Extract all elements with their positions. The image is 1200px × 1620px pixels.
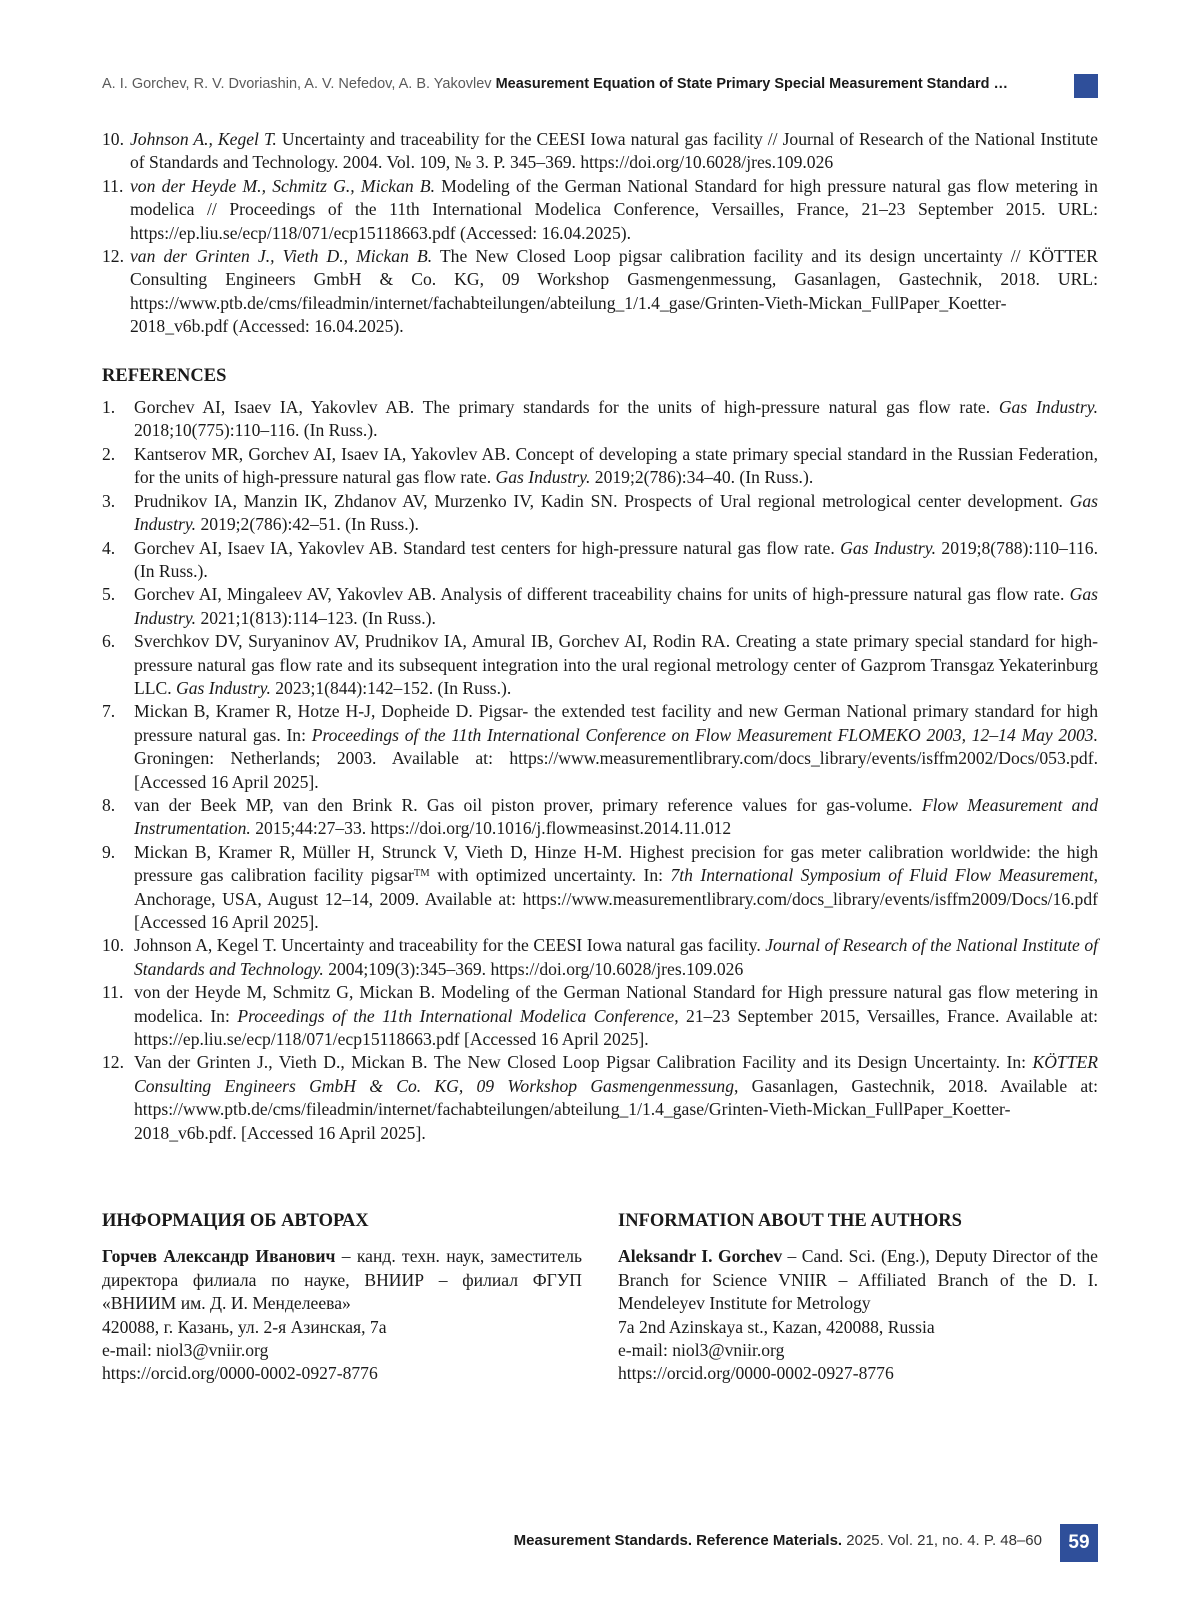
- list-item: [102, 443, 1098, 490]
- reference-body: Modeling of the German National Standard for high pressure natural gas flow metering in modelica // Proceedings of the 11th International Modelica Conference, Versailles, France, 21–23 September 2015. URL: https://ep.liu.se/ecp/118/071/ecp15118663.pdf (Accessed: 16.04.2025).: [130, 175, 1098, 243]
- reference-source: Gas Industry.: [176, 677, 271, 698]
- reference-source: Proceedings of the 11th International Conference on Flow Measurement FLOMEKO 2003, 12–14 May 2003.: [311, 724, 1098, 745]
- reference-body: van der Beek MP, van den Brink R. Gas oil piston prover, primary reference values for gas-volume.: [134, 794, 922, 815]
- author-name-ru: Горчев Александр Иванович: [102, 1246, 336, 1267]
- author-email-ru: e-mail: niol3@vniir.org: [102, 1340, 269, 1361]
- reference-text: [130, 443, 1098, 490]
- reference-body: Gorchev AI, Isaev IA, Yakovlev AB. The primary standards for the units of high-pressure natural gas flow rate.: [134, 397, 999, 418]
- reference-number: 11.: [102, 982, 124, 1003]
- reference-number: 12.: [102, 246, 124, 267]
- author-desc-en: – Cand. Sci. (Eng.), Deputy Director of the Branch for Science VNIIR – Affiliated Branch of the D. I. Mendeleyev Institute for Metrology: [618, 1246, 1098, 1314]
- list-item: [102, 175, 1098, 245]
- reference-text: [130, 934, 1098, 981]
- reference-authors: van der Grinten J., Vieth D., Mickan B.: [130, 246, 433, 267]
- reference-number: 12.: [102, 1052, 124, 1073]
- reference-text: [130, 630, 1098, 700]
- reference-details: 2004;109(3):345–369. https://doi.org/10.6028/jres.109.026: [323, 958, 744, 979]
- main-content: [102, 128, 1098, 1145]
- list-item: [102, 934, 1098, 981]
- authors-heading-en: INFORMATION ABOUT THE AUTHORS: [618, 1211, 962, 1231]
- authors-info-ru: [102, 1210, 582, 1386]
- reference-number: 1.: [102, 397, 116, 418]
- authors-heading-ru: ИНФОРМАЦИЯ ОБ АВТОРАХ: [102, 1211, 369, 1231]
- reference-source: Gas Industry.: [134, 490, 1098, 535]
- reference-text: [130, 245, 1098, 339]
- reference-text: [130, 537, 1098, 584]
- reference-body: Kantserov MR, Gorchev AI, Isaev IA, Yakovlev AB. Concept of developing a state primary special standard in the Russian Federation, for the units of high-pressure natural gas flow rate.: [134, 443, 1098, 488]
- reference-details: 2018;10(775):110–116. (In Russ.).: [134, 420, 378, 441]
- reference-text: [130, 175, 1098, 245]
- reference-number: 10.: [102, 935, 124, 956]
- reference-source: Gas Industry.: [998, 397, 1098, 418]
- reference-body: Uncertainty and traceability for the CEESI Iowa natural gas facility // Journal of Research of the National Institute of Standards and Technology. 2004. Vol. 109, № 3. P. 345–369. https://doi.org/10.6028/jres.109.026: [130, 129, 1098, 173]
- author-desc-ru: – канд. техн. наук, заместитель директора филиала по науке, ВНИИР – филиал ФГУП «ВНИИМ им. Д. И. Менделеева»: [102, 1246, 582, 1314]
- footer-journal: Measurement Standards. Reference Materials.: [513, 1532, 843, 1549]
- header-authors: A. I. Gorchev, R. V. Dvoriashin, A. V. Nefedov, A. B. Yakovlev: [102, 76, 492, 92]
- reference-number: 4.: [102, 537, 116, 558]
- reference-text: [130, 490, 1098, 537]
- list-item: [102, 981, 1098, 1051]
- reference-details: , 21–23 September 2015, Versailles, France. Available at: https://ep.liu.se/ecp/118/071/ecp15118663.pdf [Accessed 16 April 2025].: [134, 1005, 1098, 1050]
- reference-text: [130, 1051, 1098, 1145]
- references-list: [102, 396, 1098, 1145]
- reference-body: Johnson A, Kegel T. Uncertainty and traceability for the CEESI Iowa natural gas facility.: [134, 935, 766, 956]
- running-header: [102, 76, 1098, 100]
- reference-number: 6.: [102, 631, 116, 652]
- list-item: [102, 537, 1098, 584]
- reference-number: 9.: [102, 841, 116, 862]
- list-item: [102, 396, 1098, 443]
- reference-details: 2023;1(844):142–152. (In Russ.).: [270, 677, 512, 698]
- reference-number: 11.: [102, 175, 124, 196]
- reference-number: 7.: [102, 701, 116, 722]
- reference-details: 2019;8(788):110–116. (In Russ.).: [134, 537, 1098, 581]
- list-item: [102, 630, 1098, 700]
- header-accent-square: [1074, 74, 1098, 98]
- reference-text: [130, 583, 1098, 630]
- authors-info-en: [618, 1210, 1098, 1386]
- reference-text: [130, 128, 1098, 175]
- reference-source: Proceedings of the 11th International Modelica Conference: [237, 1005, 675, 1026]
- reference-number: 10.: [102, 129, 124, 149]
- references-heading: REFERENCES: [102, 365, 227, 386]
- reference-details: 2015;44:27–33. https://doi.org/10.1016/j.flowmeasinst.2014.11.012: [250, 818, 732, 839]
- page-footer: [102, 1524, 1098, 1564]
- author-bio-en: [618, 1245, 1098, 1315]
- reference-body: Gorchev AI, Mingaleev AV, Yakovlev AB. Analysis of different traceability chains for units of high-pressure natural gas flow rate.: [134, 584, 1070, 605]
- list-item: [102, 1051, 1098, 1145]
- reference-text: [130, 396, 1098, 443]
- reference-body: Gorchev AI, Isaev IA, Yakovlev AB. Standard test centers for high-pressure natural gas flow rate.: [134, 537, 841, 558]
- reference-details: 2019;2(786):34–40. (In Russ.).: [590, 467, 814, 488]
- reference-details: , Gasanlagen, Gastechnik, 2018. Available at: https://www.ptb.de/cms/fileadmin/internet/fachabteilungen/abteilung_1/1.4_gase/Grinten-Vieth-Mickan_FullPaper_Koetter-2018_v6b.pdf. [Accessed 16 April 2025].: [134, 1075, 1099, 1143]
- page-number: 59: [1060, 1524, 1098, 1562]
- author-orcid-en: https://orcid.org/0000-0002-0927-8776: [618, 1363, 894, 1384]
- reference-number: 5.: [102, 584, 116, 605]
- reference-body: The New Closed Loop pigsar calibration facility and its design uncertainty // KÖTTER Consulting Engineers GmbH & Co. KG, 09 Workshop Gasmengenmessung, Gasanlagen, Gastechnik, 2018. URL: https://www.ptb.de/cms/fileadmin/internet/fachabteilungen/abteilung_1/1.4_gase/Grinten-Vieth-Mickan_FullPaper_Koetter-2018_v6b.pdf (Accessed: 16.04.2025).: [130, 246, 1098, 337]
- authors-info: [102, 1210, 1098, 1386]
- reference-body: Sverchkov DV, Suryaninov AV, Prudnikov IA, Amural IB, Gorchev AI, Rodin RA. Creating a state primary special standard for high-pressure natural gas flow rate and its subsequent integration into the ural regional metrology center of Gazprom Transgaz Yekaterinburg LLC.: [134, 631, 1098, 698]
- reference-details: , Anchorage, USA, August 12–14, 2009. Available at: https://www.measurementlibrary.com/docs_library/events/isffm2009/Docs/16.pdf [Accessed 16 April 2025].: [134, 865, 1098, 932]
- header-title: Measurement Equation of State Primary Special Measurement Standard …: [495, 76, 1009, 92]
- author-email-en: e-mail: niol3@vniir.org: [618, 1340, 785, 1361]
- russian-reference-list-continued: [102, 128, 1098, 339]
- list-item: [102, 583, 1098, 630]
- reference-number: 2.: [102, 443, 116, 464]
- author-address-en: 7a 2nd Azinskaya st., Kazan, 420088, Russia: [618, 1316, 935, 1337]
- reference-body: Mickan B, Kramer R, Müller H, Strunck V, Vieth D, Hinze H-M. Highest precision for gas meter calibration worldwide: the high pressure gas calibration facility pigsarᵀᴹ with optimized uncertainty. In:: [134, 841, 1098, 886]
- reference-text: [130, 794, 1098, 841]
- reference-details: 2019;2(786):42–51. (In Russ.).: [196, 514, 419, 535]
- list-item: [102, 245, 1098, 339]
- author-orcid-ru: https://orcid.org/0000-0002-0927-8776: [102, 1363, 378, 1384]
- list-item: [102, 128, 1098, 175]
- author-bio-ru: [102, 1245, 582, 1315]
- reference-body: von der Heyde M, Schmitz G, Mickan B. Modeling of the German National Standard for High pressure natural gas flow metering in modelica. In:: [134, 982, 1098, 1026]
- reference-body: Prudnikov IA, Manzin IK, Zhdanov AV, Murzenko IV, Kadin SN. Prospects of Ural regional metrological center development.: [134, 490, 1070, 511]
- list-item: [102, 841, 1098, 935]
- reference-source: Gas Industry.: [840, 537, 937, 558]
- reference-source: Journal of Research of the National Institute of Standards and Technology.: [134, 935, 1099, 979]
- reference-details: 2021;1(813):114–123. (In Russ.).: [196, 607, 436, 628]
- reference-text: [130, 841, 1098, 935]
- reference-details: Groningen: Netherlands; 2003. Available at: https://www.measurementlibrary.com/docs_library/events/isffm2002/Docs/053.pdf. [Accessed 16 April 2025].: [134, 748, 1098, 792]
- reference-text: [130, 981, 1098, 1051]
- footer-citation: [514, 1532, 1042, 1549]
- reference-number: 3.: [102, 490, 116, 511]
- reference-authors: Johnson A., Kegel T.: [130, 129, 277, 149]
- reference-source: KÖTTER Consulting Engineers GmbH & Co. KG, 09 Workshop Gasmengenmessung: [134, 1052, 1098, 1096]
- reference-source: Flow Measurement and Instrumentation.: [134, 794, 1098, 839]
- reference-source: Gas Industry.: [495, 467, 591, 488]
- reference-source: 7th International Symposium of Fluid Flow Measurement: [670, 865, 1094, 886]
- reference-body: Mickan B, Kramer R, Hotze H-J, Dopheide D. Pigsar- the extended test facility and new German National primary standard for high pressure natural gas. In:: [134, 701, 1098, 745]
- reference-number: 8.: [102, 794, 116, 815]
- list-item: [102, 490, 1098, 537]
- footer-details: 2025. Vol. 21, no. 4. P. 48–60: [842, 1532, 1042, 1549]
- reference-text: [130, 700, 1098, 794]
- reference-source: Gas Industry.: [134, 584, 1098, 628]
- reference-authors: von der Heyde M., Schmitz G., Mickan B.: [130, 175, 436, 196]
- list-item: [102, 700, 1098, 794]
- author-address-ru: 420088, г. Казань, ул. 2-я Азинская, 7а: [102, 1316, 387, 1337]
- list-item: [102, 794, 1098, 841]
- reference-body: Van der Grinten J., Vieth D., Mickan B. The New Closed Loop Pigsar Calibration Facility and its Design Uncertainty. In:: [134, 1052, 1033, 1073]
- author-name-en: Aleksandr I. Gorchev: [618, 1246, 783, 1267]
